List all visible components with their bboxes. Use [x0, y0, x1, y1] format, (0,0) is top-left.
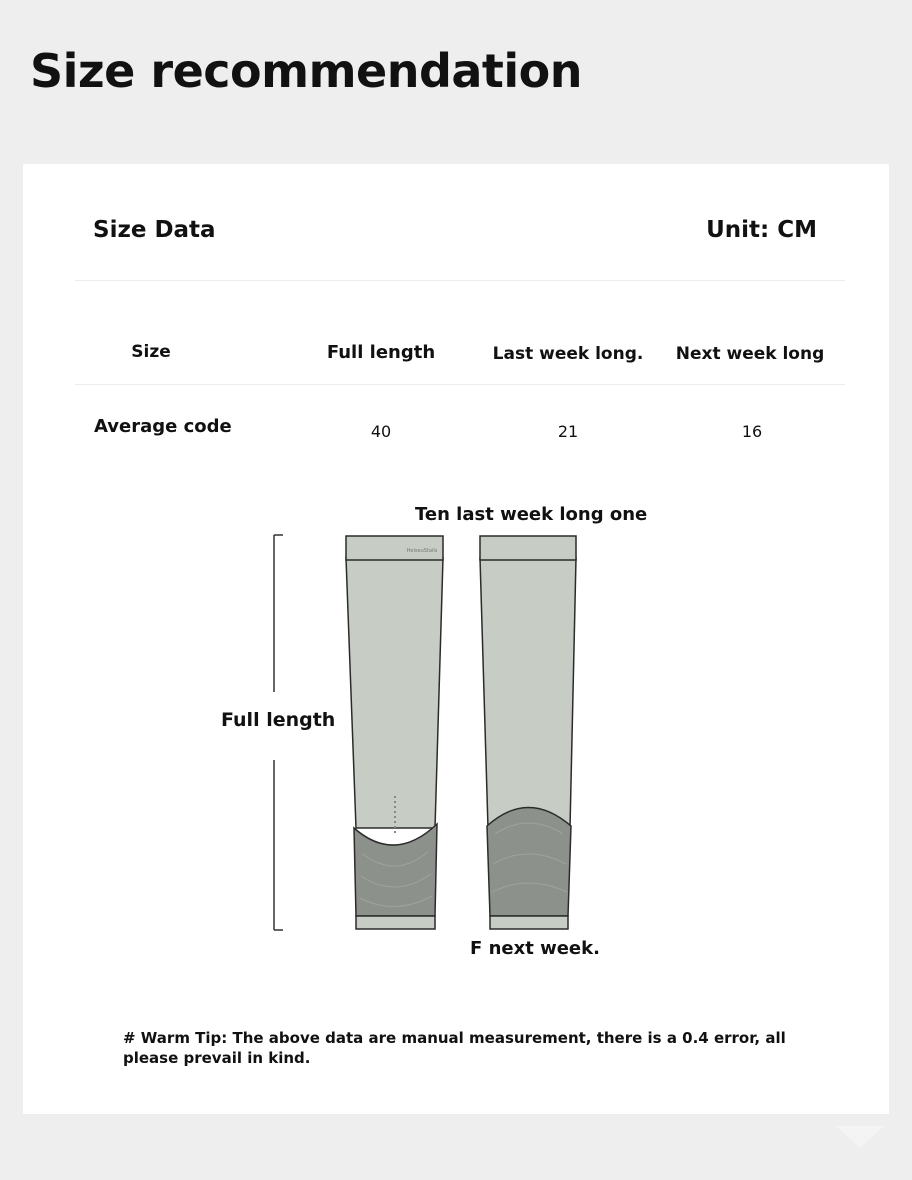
right-sleeve-hem — [490, 916, 568, 929]
page-title: Size recommendation — [30, 44, 583, 98]
warm-tip: # Warm Tip: The above data are manual measurement, there is a 0.4 error, all please prevail in kind. — [123, 1029, 786, 1067]
unit-label: Unit: CM — [706, 217, 817, 243]
size-card — [23, 164, 889, 1114]
diagram-top-label: Ten last week long one — [415, 504, 648, 525]
right-sleeve-cuff — [480, 536, 576, 560]
header-size: Size — [131, 342, 171, 362]
length-bracket — [274, 535, 283, 930]
header-next-week-long: Next week long — [675, 344, 825, 364]
sleeve-diagram — [23, 164, 889, 1114]
header-last-week-long: Last week long. — [492, 344, 644, 364]
diagram-bottom-label: F next week. — [470, 938, 600, 959]
right-sleeve-mesh — [487, 808, 571, 917]
value-next-week-long: 16 — [741, 422, 763, 441]
left-sleeve-hem — [356, 916, 435, 929]
cuff-logo-text: HelseuStails — [406, 548, 438, 554]
size-data-heading: Size Data — [93, 217, 216, 243]
diagram-side-label: Full length — [221, 709, 336, 731]
value-full-length: 40 — [370, 422, 392, 441]
header-full-length: Full length — [326, 342, 436, 363]
right-sleeve — [480, 536, 576, 929]
value-last-week-long: 21 — [557, 422, 579, 441]
left-sleeve-mesh — [354, 824, 437, 916]
left-sleeve-body — [346, 558, 443, 828]
row-label-average-code: Average code — [94, 416, 232, 437]
left-sleeve — [346, 536, 443, 929]
watermark-icon — [836, 1126, 884, 1148]
right-sleeve-body — [480, 558, 576, 828]
